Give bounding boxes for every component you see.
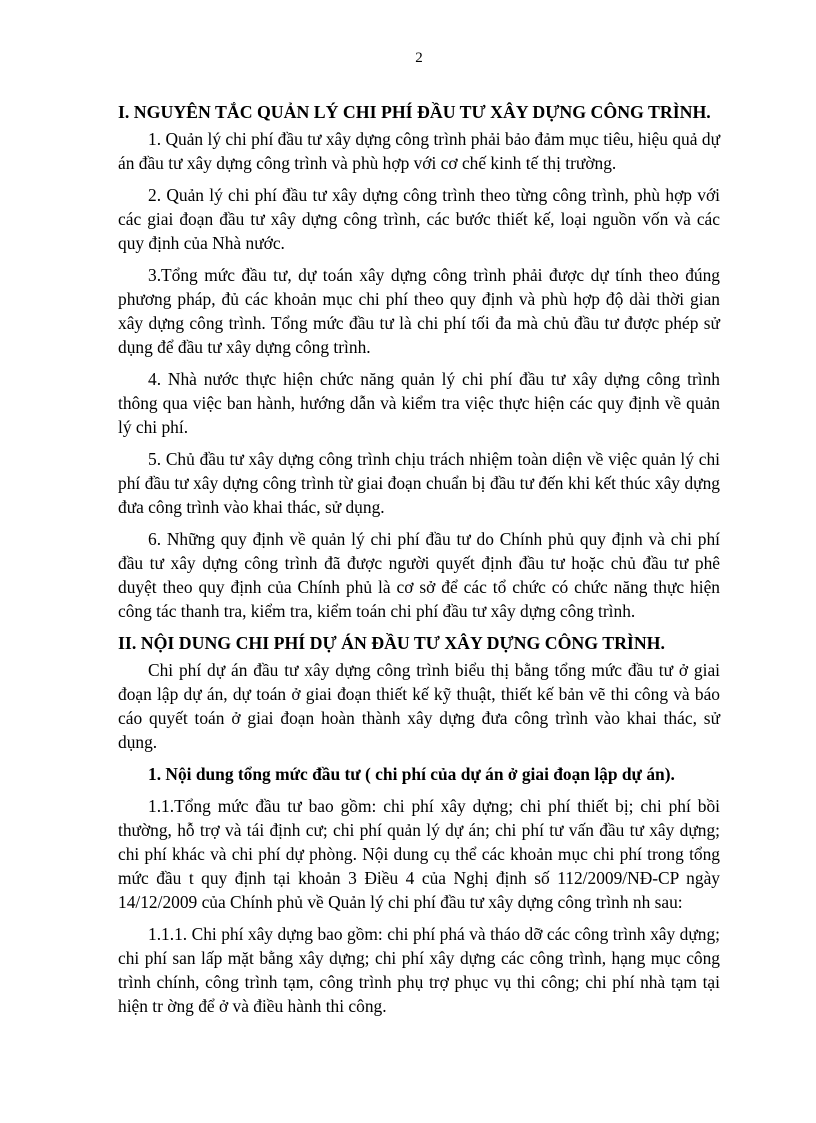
section-1-paragraph-3: 3.Tổng mức đầu tư, dự toán xây dựng công trình phải được dự tính theo đúng phương pháp, đủ các khoản mục chi phí theo quy định và phù hợp độ dài thời gian xây dựng công trình. Tổng mức đầu tư là chi phí tối đa mà chủ đầu tư được phép sử dụng để đầu tư xây dựng công trình.: [118, 265, 720, 357]
section-1-heading: I. NGUYÊN TẮC QUẢN LÝ CHI PHÍ ĐẦU TƯ XÂY DỰNG CÔNG TRÌNH.: [118, 102, 711, 122]
document-body: [118, 100, 720, 1026]
paragraph-1-1: 1.1.Tổng mức đầu tư bao gồm: chi phí xây dựng; chi phí thiết bị; chi phí bồi thường, hỗ trợ và tái định cư; chi phí quản lý dự án; chi phí tư vấn đầu tư xây dựng; chi phí khác và chi phí dự phòng. Nội dung cụ thể các khoản mục chi phí trong tổng mức đầu t quy định tại khoản 3 Điều 4 của Nghị định số 112/2009/NĐ-CP ngày 14/12/2009 của Chính phủ về Quản lý chi phí đầu tư xây dựng công trình nh sau:: [118, 796, 720, 912]
paragraph-1-1-1: 1.1.1. Chi phí xây dựng bao gồm: chi phí phá và tháo dỡ các công trình xây dựng; chi phí san lấp mặt bằng xây dựng; chi phí xây dựng các công trình, hạng mục công trình chính, công trình tạm, công trình phụ trợ phục vụ thi công; chi phí nhà tạm tại hiện tr ờng để ở và điều hành thi công.: [118, 924, 720, 1016]
section-2-heading: II. NỘI DUNG CHI PHÍ DỰ ÁN ĐẦU TƯ XÂY DỰNG CÔNG TRÌNH.: [118, 633, 665, 653]
section-2-subheading: 1. Nội dung tổng mức đầu tư ( chi phí của dự án ở giai đoạn lập dự án).: [148, 764, 675, 784]
page-number: 2: [415, 50, 423, 66]
section-1-paragraph-2: 2. Quản lý chi phí đầu tư xây dựng công trình theo từng công trình, phù hợp với các giai đoạn đầu tư xây dựng công trình, các bước thiết kế, loại nguồn vốn và các quy định của Nhà nước.: [118, 185, 720, 253]
section-1-paragraph-1: 1. Quản lý chi phí đầu tư xây dựng công trình phải bảo đảm mục tiêu, hiệu quả dự án đầu tư xây dựng công trình và phù hợp với cơ chế kinh tế thị trường.: [118, 129, 720, 173]
section-1-paragraph-4: 4. Nhà nước thực hiện chức năng quản lý chi phí đầu tư xây dựng công trình thông qua việc ban hành, hướng dẫn và kiểm tra việc thực hiện các quy định về quản lý chi phí.: [118, 369, 720, 437]
section-1-paragraph-5: 5. Chủ đầu tư xây dựng công trình chịu trách nhiệm toàn diện về việc quản lý chi phí đầu tư xây dựng công trình từ giai đoạn chuẩn bị đầu tư đến khi kết thúc xây dựng đưa công trình vào khai thác, sử dụng.: [118, 449, 720, 517]
section-2-intro: Chi phí dự án đầu tư xây dựng công trình biểu thị bằng tổng mức đầu tư ở giai đoạn lập dự án, dự toán ở giai đoạn thiết kế kỹ thuật, thiết kế bản vẽ thi công và báo cáo quyết toán ở giai đoạn hoàn thành xây dựng đưa công trình vào khai thác, sử dụng.: [118, 660, 720, 752]
section-1-paragraph-6: 6. Những quy định về quản lý chi phí đầu tư do Chính phủ quy định và chi phí đầu tư xây dựng công trình đã được người quyết định đầu tư hoặc chủ đầu tư phê duyệt theo quy định của Chính phủ là cơ sở để các tổ chức có chức năng thực hiện công tác thanh tra, kiểm tra, kiểm toán chi phí đầu tư xây dựng công trình.: [118, 529, 720, 621]
